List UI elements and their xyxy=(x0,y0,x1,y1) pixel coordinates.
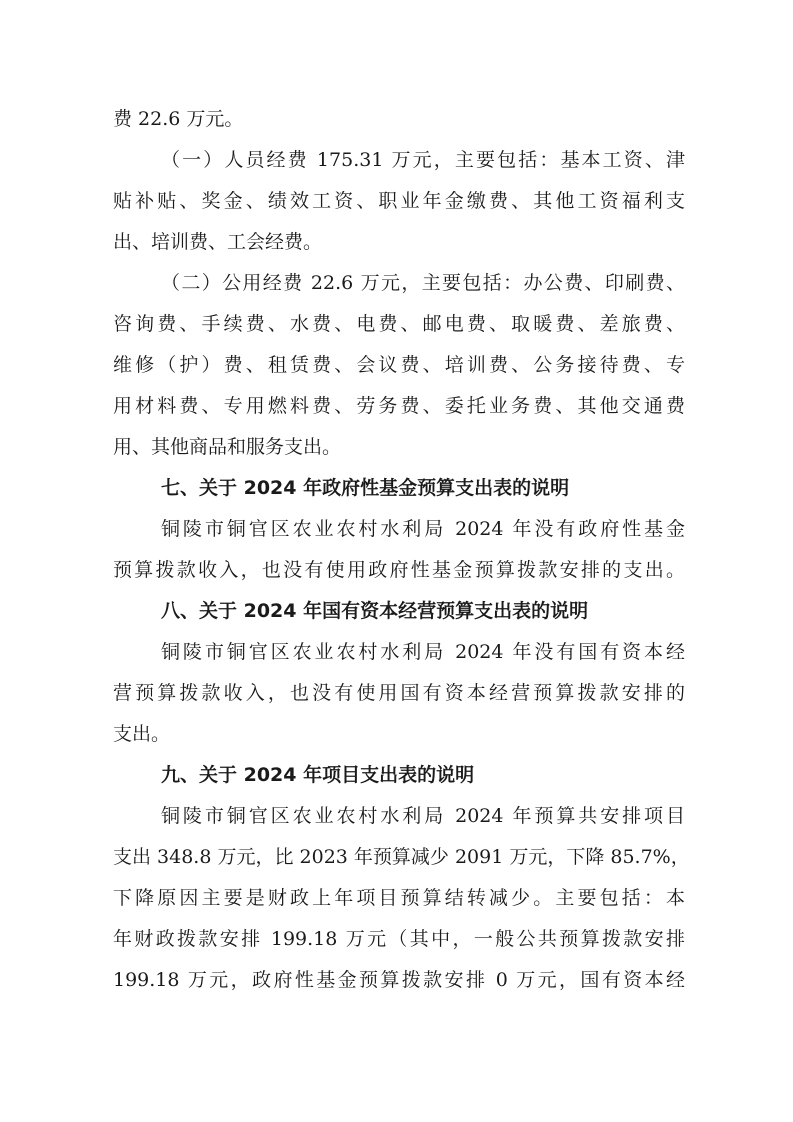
section-heading: 七、关于 2024 年政府性基金预算支出表的说明 xyxy=(161,477,570,499)
paragraph-line: 下降原因主要是财政上年项目预算结转减少。主要包括：本 xyxy=(113,887,685,909)
paragraph-line: 预算拨款收入，也没有使用政府性基金预算拨款安排的支出。 xyxy=(113,559,685,581)
section-heading: 九、关于 2024 年项目支出表的说明 xyxy=(161,764,475,786)
paragraph-line: 贴补贴、奖金、绩效工资、职业年金缴费、其他工资福利支 xyxy=(113,190,685,212)
paragraph-line: 维修（护）费、租赁费、会议费、培训费、公务接待费、专 xyxy=(113,354,685,376)
paragraph-line: 咨询费、手续费、水费、电费、邮电费、取暖费、差旅费、 xyxy=(113,313,685,335)
paragraph-line: 支出。 xyxy=(113,723,171,745)
paragraph-line: 用材料费、专用燃料费、劳务费、委托业务费、其他交通费 xyxy=(113,395,685,417)
paragraph-line: 铜陵市铜官区农业农村水利局 2024 年没有政府性基金 xyxy=(161,518,685,540)
paragraph-line: 铜陵市铜官区农业农村水利局 2024 年没有国有资本经 xyxy=(161,641,685,663)
section-heading: 八、关于 2024 年国有资本经营预算支出表的说明 xyxy=(161,600,589,622)
paragraph-line: 费 22.6 万元。 xyxy=(113,108,244,130)
paragraph-line: （二）公用经费 22.6 万元，主要包括：办公费、印刷费、 xyxy=(161,272,685,294)
paragraph-line: 年财政拨款安排 199.18 万元（其中，一般公共预算拨款安排 xyxy=(113,928,685,950)
paragraph-line: 营预算拨款收入，也没有使用国有资本经营预算拨款安排的 xyxy=(113,682,685,704)
paragraph-line: 支出 348.8 万元，比 2023 年预算减少 2091 万元，下降 85.7%， xyxy=(113,846,690,868)
paragraph-line: （一）人员经费 175.31 万元，主要包括：基本工资、津 xyxy=(161,149,685,171)
paragraph-line: 出、培训费、工会经费。 xyxy=(113,231,323,253)
paragraph-line: 用、其他商品和服务支出。 xyxy=(113,436,342,458)
paragraph-line: 199.18 万元，政府性基金预算拨款安排 0 万元，国有资本经 xyxy=(113,969,685,991)
paragraph-line: 铜陵市铜官区农业农村水利局 2024 年预算共安排项目 xyxy=(161,805,685,827)
